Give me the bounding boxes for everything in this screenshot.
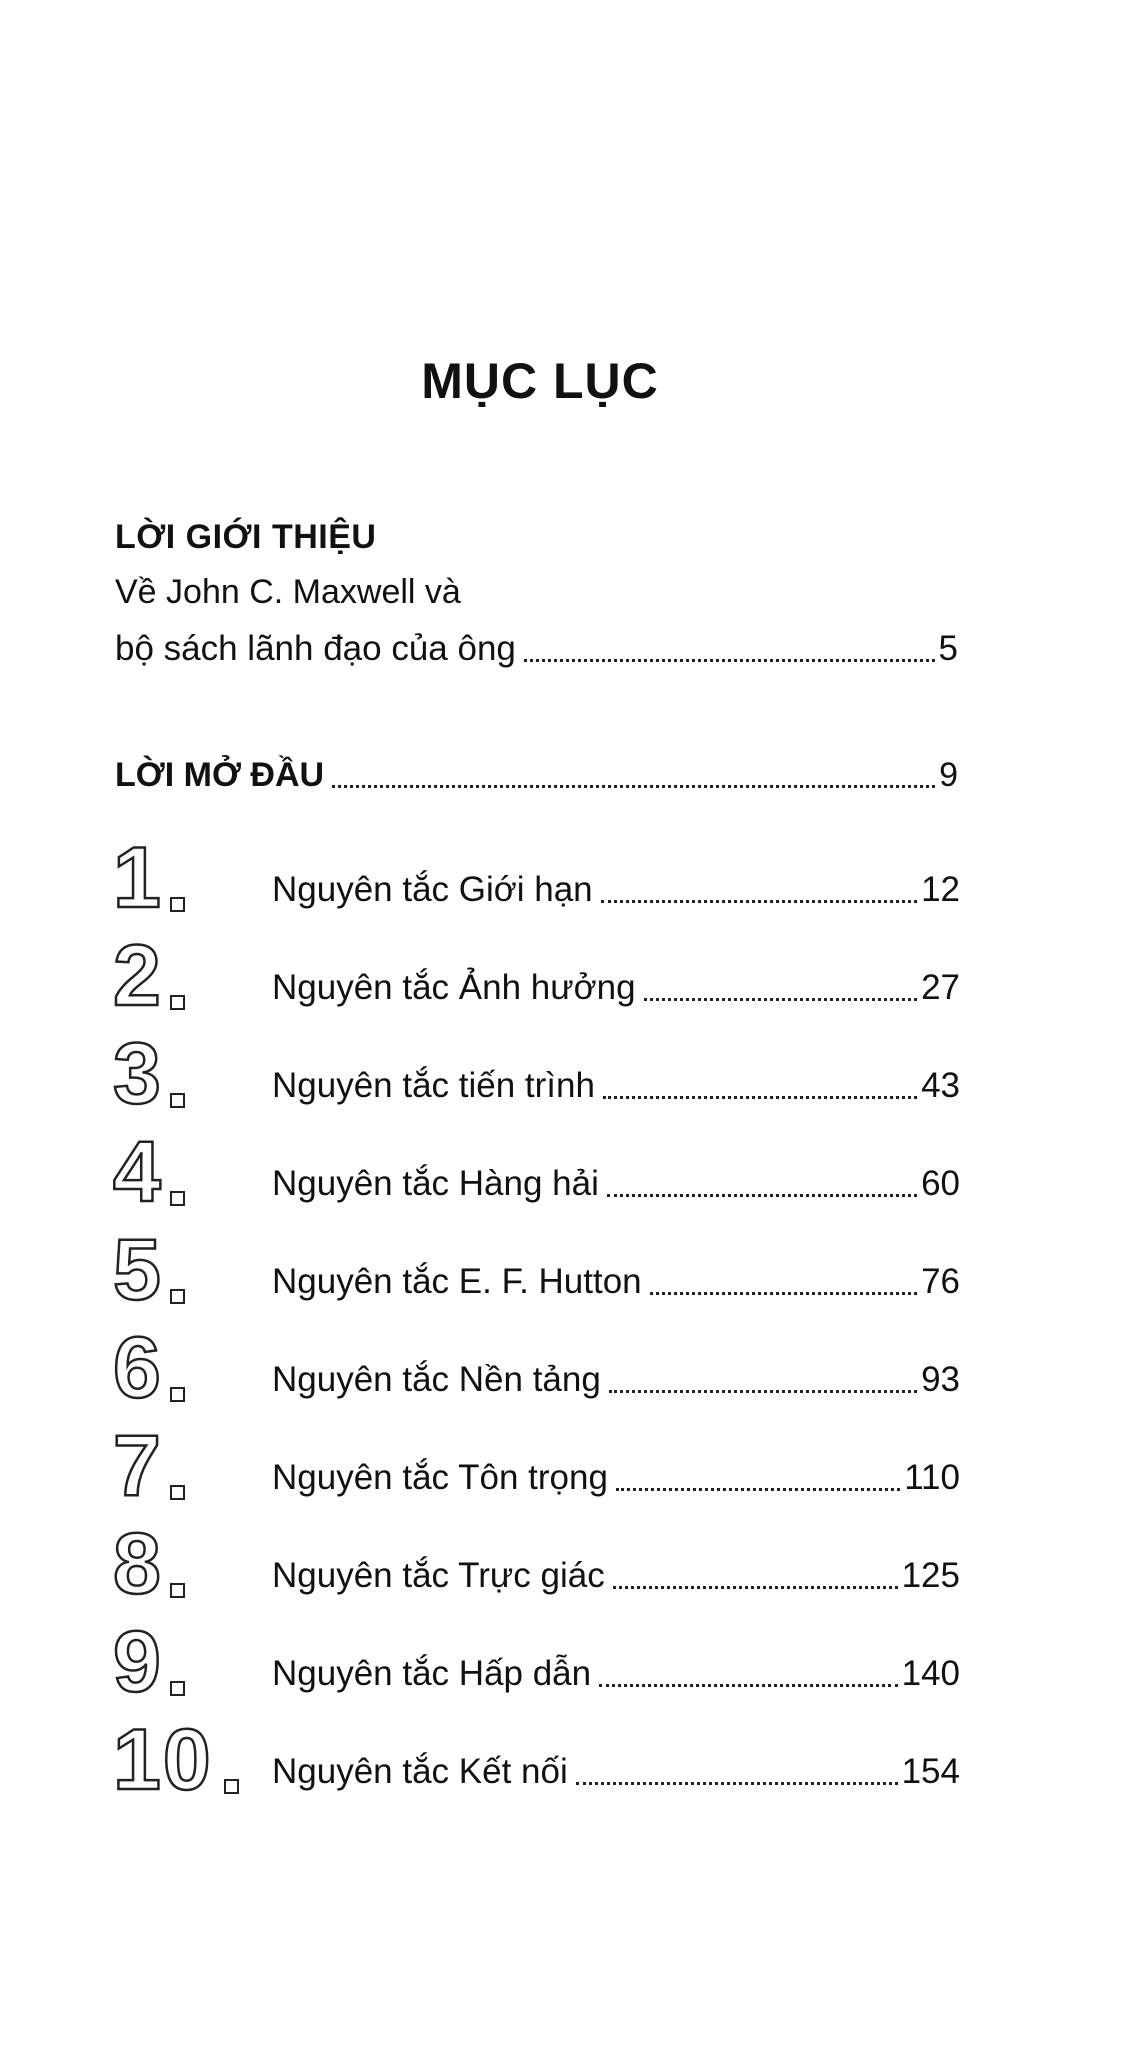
toc-entry-chapter[interactable]	[272, 963, 960, 1013]
chapter-bullet-box	[224, 1779, 239, 1794]
toc-entry-chapter[interactable]	[272, 1061, 960, 1111]
chapter-number-icon: 4	[113, 1124, 163, 1220]
dot-leader	[613, 1586, 898, 1589]
dot-leader	[644, 998, 918, 1001]
intro-subtitle-line1: Về John C. Maxwell và	[115, 573, 461, 611]
page-number: 12	[921, 870, 960, 909]
dot-leader	[576, 1782, 898, 1785]
chapter-bullet-box	[170, 995, 185, 1010]
chapter-title: Nguyên tắc Tôn trọng	[272, 1458, 608, 1497]
page-number: 9	[939, 756, 958, 794]
toc-entry-chapter[interactable]	[272, 865, 960, 915]
chapter-title: Nguyên tắc Trực giác	[272, 1556, 605, 1595]
dot-leader	[616, 1488, 900, 1491]
chapter-bullet-box	[170, 897, 185, 912]
page-number: 60	[921, 1164, 960, 1203]
chapter-title: Nguyên tắc tiến trình	[272, 1066, 595, 1105]
toc-entry-preface[interactable]	[115, 750, 958, 800]
dot-leader	[609, 1390, 917, 1393]
chapter-bullet-box	[170, 1681, 185, 1696]
page-number: 125	[901, 1556, 960, 1595]
chapter-title: Nguyên tắc E. F. Hutton	[272, 1262, 642, 1301]
page-number: 140	[901, 1654, 960, 1693]
dot-leader	[601, 900, 917, 903]
chapter-title: Nguyên tắc Hấp dẫn	[272, 1654, 592, 1693]
chapter-bullet-box	[170, 1289, 185, 1304]
preface-heading: LỜI MỞ ĐẦU	[115, 756, 325, 794]
page-number: 43	[921, 1066, 960, 1105]
page-number: 27	[921, 968, 960, 1007]
toc-entry-chapter[interactable]	[272, 1453, 960, 1503]
page-number: 93	[921, 1360, 960, 1399]
chapter-number-icon: 3	[113, 1026, 163, 1122]
chapter-number-icon: 10	[113, 1712, 213, 1808]
page-number: 5	[938, 629, 958, 668]
page-title: MỤC LỤC	[421, 353, 659, 409]
intro-subtitle-line2: bộ sách lãnh đạo của ông	[115, 629, 516, 668]
chapter-number-icon: 6	[113, 1320, 163, 1416]
page-number: 76	[921, 1262, 960, 1301]
toc-entry-chapter[interactable]	[272, 1159, 960, 1209]
chapter-number-icon: 8	[113, 1516, 163, 1612]
toc-entry-intro[interactable]	[115, 624, 958, 674]
dot-leader	[599, 1684, 897, 1687]
dot-leader	[603, 1096, 917, 1099]
chapter-number-icon: 1	[113, 830, 163, 926]
chapter-title: Nguyên tắc Ảnh hưởng	[272, 968, 636, 1007]
toc-entry-chapter[interactable]	[272, 1747, 960, 1797]
chapter-number-icon: 7	[113, 1418, 163, 1514]
chapter-bullet-box	[170, 1387, 185, 1402]
chapter-title: Nguyên tắc Giới hạn	[272, 870, 593, 909]
chapter-bullet-box	[170, 1093, 185, 1108]
dot-leader	[332, 785, 935, 788]
intro-heading: LỜI GIỚI THIỆU	[115, 518, 377, 556]
dot-leader	[524, 659, 935, 662]
chapter-bullet-box	[170, 1485, 185, 1500]
chapter-title: Nguyên tắc Kết nối	[272, 1752, 568, 1791]
dot-leader	[650, 1292, 917, 1295]
chapter-title: Nguyên tắc Nền tảng	[272, 1360, 601, 1399]
chapter-number-icon: 2	[113, 928, 163, 1024]
chapter-bullet-box	[170, 1191, 185, 1206]
chapter-number-icon: 5	[113, 1222, 163, 1318]
toc-entry-chapter[interactable]	[272, 1649, 960, 1699]
chapter-number-icon: 9	[113, 1614, 163, 1710]
chapter-title: Nguyên tắc Hàng hải	[272, 1164, 599, 1203]
page-number: 154	[901, 1752, 960, 1791]
toc-entry-chapter[interactable]	[272, 1551, 960, 1601]
chapter-bullet-box	[170, 1583, 185, 1598]
toc-entry-chapter[interactable]	[272, 1257, 960, 1307]
dot-leader	[607, 1194, 917, 1197]
page-number: 110	[904, 1458, 960, 1497]
toc-entry-chapter[interactable]	[272, 1355, 960, 1405]
